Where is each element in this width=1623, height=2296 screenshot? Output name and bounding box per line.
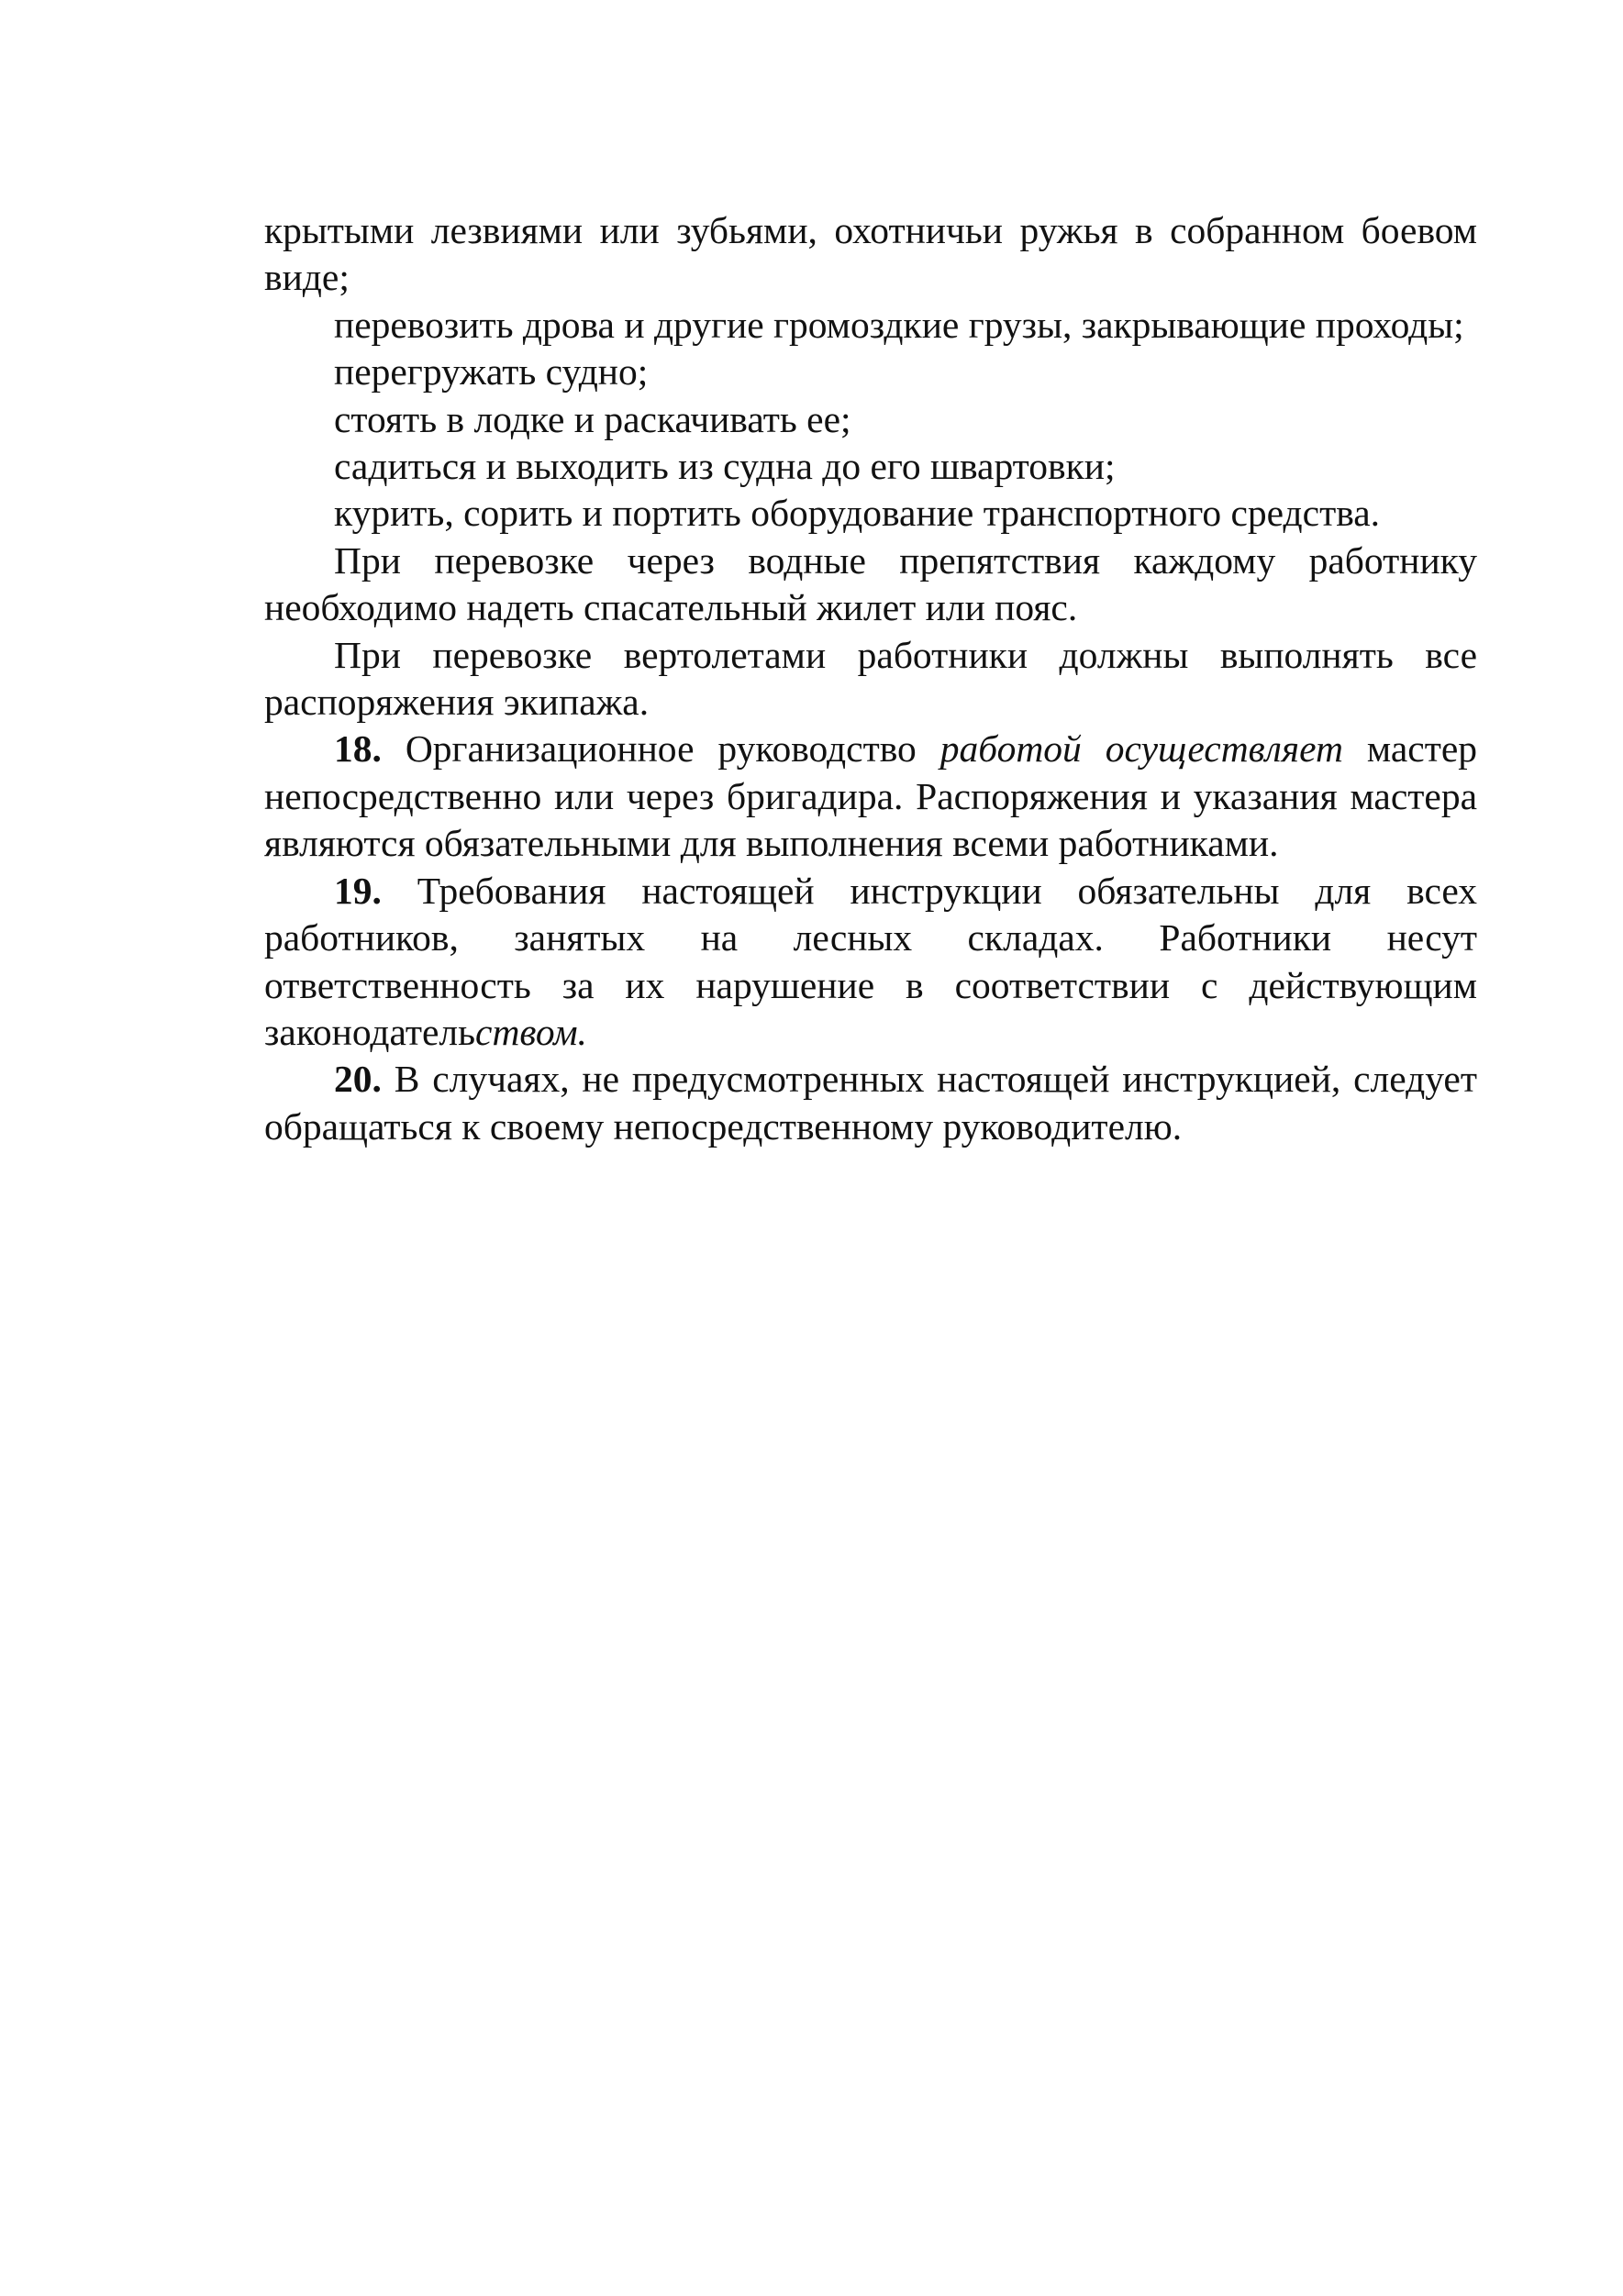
paragraph-number: 18. — [334, 727, 382, 771]
document-body — [264, 207, 1477, 1150]
paragraph-18 — [264, 726, 1477, 867]
paragraph-text: Организационное руководство — [381, 727, 940, 771]
paragraph-20 — [264, 1056, 1477, 1150]
paragraph-standing: стоять в лодке и раскачивать ее; — [334, 397, 851, 440]
paragraph-smoking: курить, сорить и портить оборудование транспортного средства. — [334, 492, 1381, 535]
paragraph-text-italic: работой осуществляет — [939, 727, 1343, 771]
paragraph-continued: крытыми лезвиями или зубьями, охотничьи ружья в собранном боевом виде; — [264, 209, 1477, 299]
paragraph-mooring: садиться и выходить из судна до его швартовки; — [334, 445, 1116, 488]
paragraph-helicopter: При перевозке вертолетами работники должны выполнять все распоряжения экипажа. — [264, 633, 1477, 724]
paragraph-text: В случаях, не предусмотренных настоящей инструкцией, следует обращаться к своему непосредственному руководителю. — [264, 1058, 1477, 1148]
paragraph-text: Требования настоящей инструкции обязательны для всех работников, занятых на лесных складах. Работники несут ответственность за их нарушение в соответствии с действующим законодатель — [264, 869, 1477, 1053]
paragraph-firewood: перевозить дрова и другие громоздкие грузы, закрывающие проходы; — [334, 303, 1464, 346]
paragraph-number: 20. — [334, 1058, 382, 1101]
paragraph-number: 19. — [334, 869, 382, 912]
paragraph-life-vest: При перевозке через водные препятствия каждому работнику необходимо надеть спасательный жилет или пояс. — [264, 538, 1477, 629]
paragraph-overload: перегружать судно; — [334, 350, 649, 394]
paragraph-19 — [264, 868, 1477, 1057]
paragraph-text: мастер непосредственно или через бригадира. Распоряжения и указания мастера являются обязательными для выполнения всеми работниками. — [264, 727, 1477, 865]
paragraph-text-italic: ством. — [475, 1010, 587, 1053]
